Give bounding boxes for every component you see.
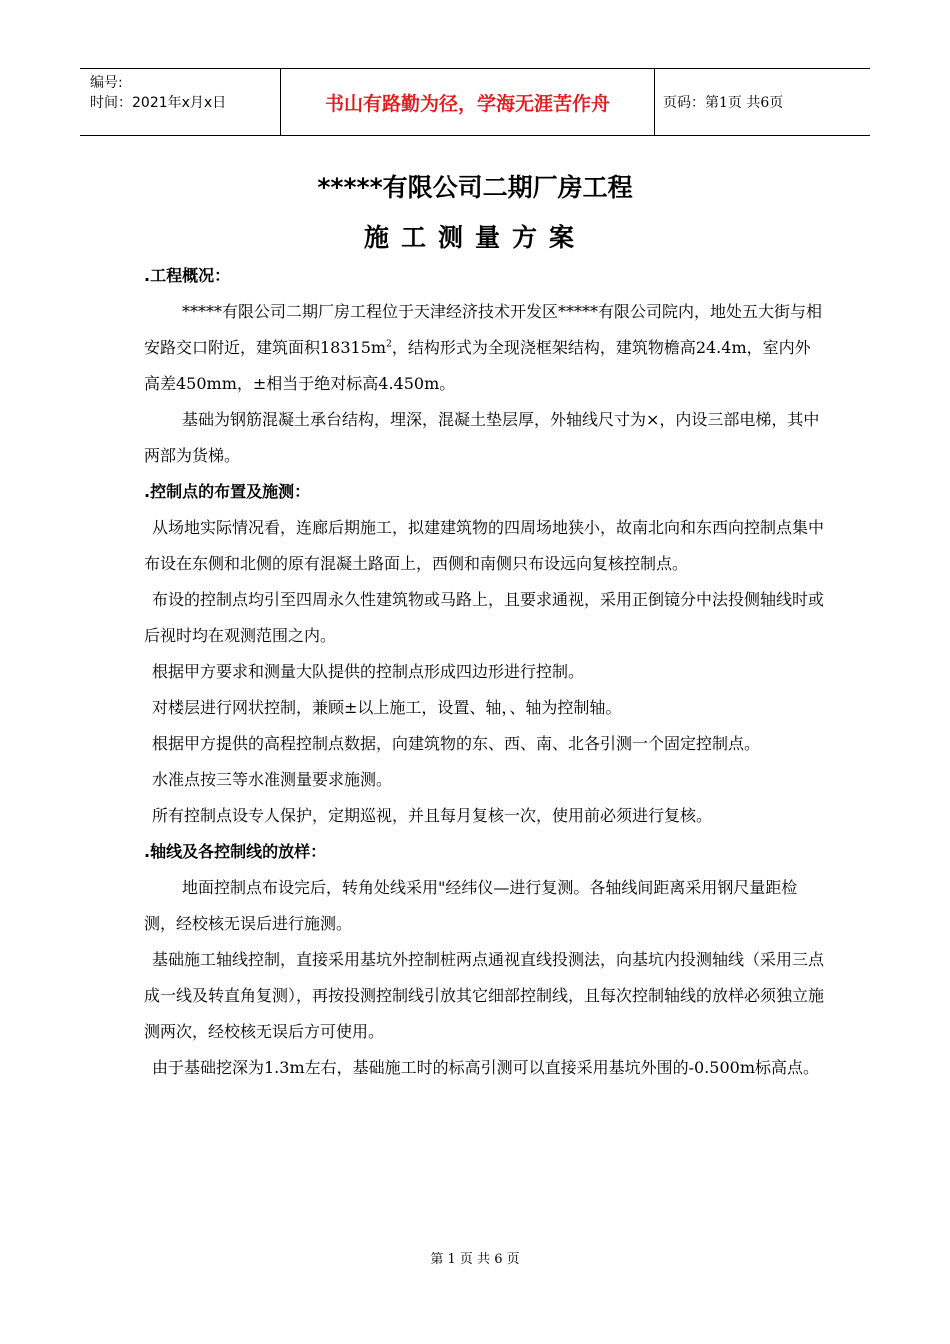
paragraph: 布设的控制点均引至四周永久性建筑物或马路上，且要求通视，采用正倒镜分中法投侧轴线时或后视时均在观测范围之内。 [144, 590, 825, 645]
paragraph: 从场地实际情况看，连廊后期施工，拟建建筑物的四周场地狭小，故南北向和东西向控制点集中布设在东侧和北侧的原有混凝土路面上，西侧和南侧只布设远向复核控制点。 [144, 518, 825, 573]
paragraph-text: ，结构形式为全现浇框架结构，建筑物檐高24.4m，室内外高差450mm，±相当于绝对标高4.450m。 [144, 338, 811, 393]
paragraph: 基础为钢筋混凝土承台结构，埋深，混凝土垫层厚，外轴线尺寸为×，内设三部电梯，其中两部为货梯。 [144, 410, 820, 465]
section-heading: .轴线及各控制线的放样： [144, 842, 327, 861]
paragraph: 地面控制点布设完后，转角处线采用"经纬仪—进行复测。各轴线间距离采用钢尺量距检测，经校核无误后进行施测。 [144, 878, 798, 933]
paragraph: 基础施工轴线控制，直接采用基坑外控制桩两点通视直线投测法，向基坑内投测轴线（采用三点成一线及转直角复测），再按投测控制线引放其它细部控制线，且每次控制轴线的放样必须独立施测两次，经校核无误后方可使用。 [144, 950, 825, 1041]
header-meta [80, 69, 280, 135]
paragraph: 由于基础挖深为1.3m左右，基础施工时的标高引测可以直接采用基坑外围的-0.500m标高点。 [152, 1058, 820, 1077]
paragraph: 根据甲方要求和测量大队提供的控制点形成四边形进行控制。 [152, 662, 585, 681]
paragraph: 对楼层进行网状控制，兼顾±以上施工，设置、轴，、轴为控制轴。 [152, 698, 622, 717]
document-title: *****有限公司二期厂房工程 [317, 173, 633, 202]
page-footer: 第 1 页 共 6 页 [430, 1252, 520, 1267]
paragraph [144, 294, 824, 402]
document-subtitle: 施工测量方案 [363, 223, 586, 252]
code-label: 编号: [90, 75, 123, 91]
paragraph: 所有控制点设专人保护，定期巡视，并且每月复核一次，使用前必须进行复核。 [152, 806, 713, 825]
paragraph-text: *****有限公司二期厂房工程位于天津经济技术开发区*****有限公司院内，地处五大街与相安路交口附近，建筑面积18315m [144, 302, 823, 357]
paragraph: 根据甲方提供的高程控制点数据，向建筑物的东、西、南、北各引测一个固定控制点。 [152, 734, 761, 753]
time-label: 时间：2021年x月x日 [90, 95, 227, 111]
page-header [80, 68, 870, 136]
header-page-info: 页码：第1页 共6页 [663, 95, 784, 111]
document-body [144, 258, 824, 1086]
section-heading: .工程概况： [144, 266, 231, 285]
superscript: 2 [386, 339, 392, 350]
header-motto: 书山有路勤为径，学海无涯苦作舟 [280, 69, 655, 135]
paragraph: 水准点按三等水准测量要求施测。 [152, 770, 393, 789]
section-heading: .控制点的布置及施测： [144, 482, 311, 501]
